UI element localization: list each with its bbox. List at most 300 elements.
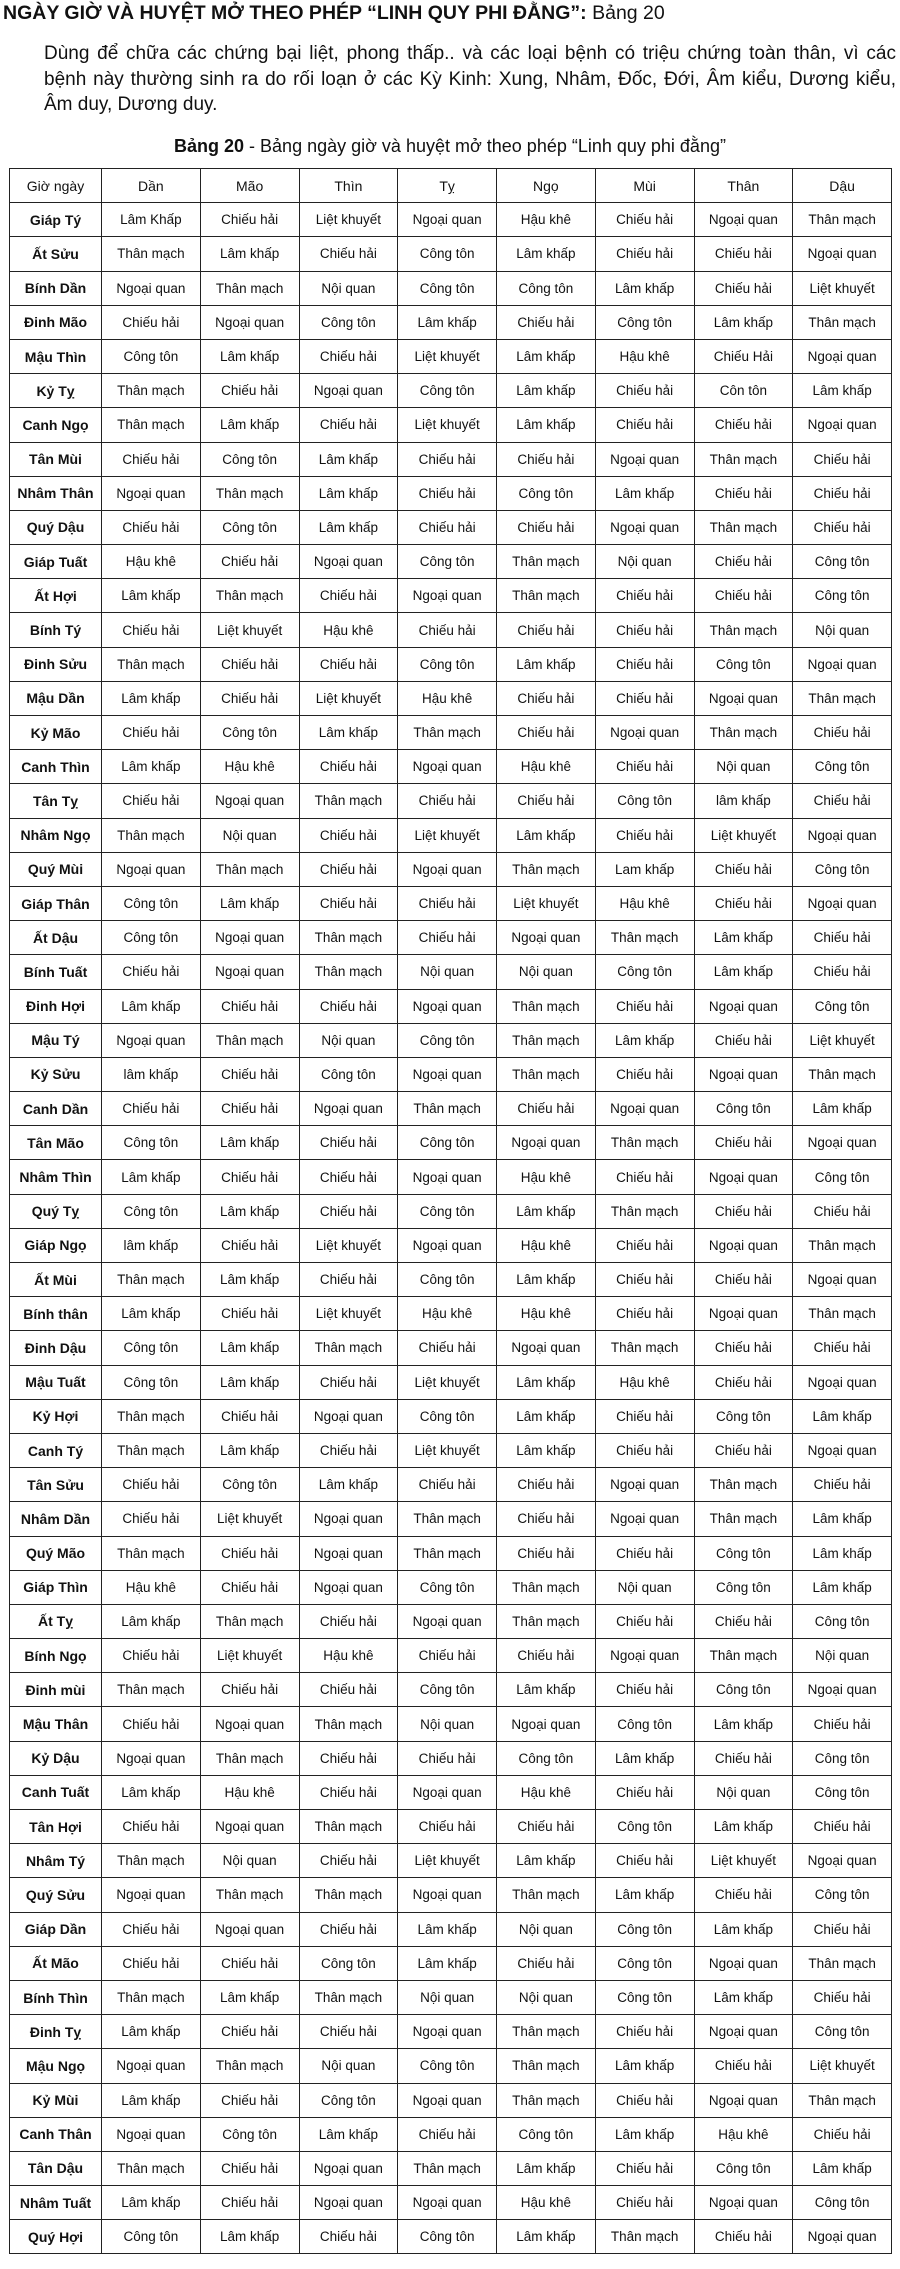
- table-row: [10, 1468, 892, 1502]
- day-label-cell: Canh Thìn: [10, 750, 102, 784]
- table-row: [10, 408, 892, 442]
- acupoint-cell: Lâm khấp: [102, 989, 201, 1023]
- acupoint-cell: Công tôn: [299, 1057, 398, 1091]
- acupoint-cell: Công tôn: [102, 1194, 201, 1228]
- table-header-row: [10, 169, 892, 203]
- acupoint-cell: Chiếu hải: [595, 408, 694, 442]
- day-label-cell: Giáp Tý: [10, 203, 102, 237]
- acupoint-cell: Liệt khuyết: [793, 271, 892, 305]
- acupoint-cell: Chiếu hải: [595, 237, 694, 271]
- acupoint-cell: Chiếu hải: [102, 305, 201, 339]
- acupoint-cell: Chiếu hải: [200, 1228, 299, 1262]
- acupoint-cell: Chiếu hải: [102, 510, 201, 544]
- table-row: [10, 2083, 892, 2117]
- table-row: [10, 1263, 892, 1297]
- acupoint-cell: Thân mạch: [497, 1570, 596, 1604]
- acupoint-cell: Lâm khấp: [398, 1912, 497, 1946]
- acupoint-cell: Hậu khê: [299, 1639, 398, 1673]
- acupoint-cell: Chiếu hải: [793, 955, 892, 989]
- table-row: [10, 852, 892, 886]
- acupoint-cell: Chiếu hải: [398, 613, 497, 647]
- acupoint-cell: Thân mạch: [299, 1810, 398, 1844]
- acupoint-cell: Thân mạch: [694, 1502, 793, 1536]
- column-header: Thân: [694, 169, 793, 203]
- acupoint-cell: Chiếu hải: [299, 1365, 398, 1399]
- acupoint-cell: Ngoại quan: [299, 374, 398, 408]
- acupoint-cell: Lâm khấp: [102, 681, 201, 715]
- column-header: Thìn: [299, 169, 398, 203]
- acupoint-cell: Thân mạch: [102, 818, 201, 852]
- acupoint-cell: Chiếu hải: [595, 1604, 694, 1638]
- acupoint-cell: Chiếu hải: [793, 2117, 892, 2151]
- acupoint-cell: Nội quan: [694, 1775, 793, 1809]
- day-label-cell: Đinh Mão: [10, 305, 102, 339]
- day-label-cell: Mậu Tuất: [10, 1365, 102, 1399]
- acupoint-cell: Hậu khê: [200, 1775, 299, 1809]
- column-header: Giờ ngày: [10, 169, 102, 203]
- acupoint-cell: Lâm khấp: [102, 1775, 201, 1809]
- acupoint-cell: Lâm khấp: [200, 1194, 299, 1228]
- table-caption: [0, 135, 900, 157]
- acupoint-cell: Nội quan: [595, 545, 694, 579]
- table-row: [10, 1057, 892, 1091]
- table-row: [10, 989, 892, 1023]
- acupoint-cell: Chiếu hải: [200, 1399, 299, 1433]
- acupoint-cell: Lâm khấp: [793, 1399, 892, 1433]
- acupoint-cell: Chiếu hải: [299, 1741, 398, 1775]
- acupoint-cell: Công tôn: [694, 1399, 793, 1433]
- acupoint-cell: Ngoại quan: [694, 2186, 793, 2220]
- acupoint-cell: Chiếu hải: [200, 2083, 299, 2117]
- acupoint-cell: Liệt khuyết: [398, 339, 497, 373]
- acupoint-cell: Chiếu hải: [299, 1433, 398, 1467]
- day-label-cell: Đinh Hợi: [10, 989, 102, 1023]
- acupoint-cell: Ngoại quan: [793, 237, 892, 271]
- acupoint-cell: Công tôn: [398, 1126, 497, 1160]
- acupoint-cell: Nội quan: [299, 1023, 398, 1057]
- acupoint-cell: Chiếu hải: [299, 750, 398, 784]
- acupoint-cell: Lâm khấp: [398, 1946, 497, 1980]
- acupoint-cell: Công tôn: [398, 1673, 497, 1707]
- acupoint-cell: Lâm khấp: [102, 2015, 201, 2049]
- acupoint-cell: Ngoại quan: [299, 1399, 398, 1433]
- acupoint-cell: Lâm khấp: [299, 716, 398, 750]
- acupoint-cell: Chiếu hải: [497, 305, 596, 339]
- acupoint-cell: Ngoại quan: [299, 1502, 398, 1536]
- acupoint-cell: Công tôn: [497, 476, 596, 510]
- acupoint-cell: Chiếu hải: [595, 1228, 694, 1262]
- acupoint-cell: Ngoại quan: [102, 2049, 201, 2083]
- acupoint-cell: Hậu khê: [102, 545, 201, 579]
- table-row: [10, 716, 892, 750]
- acupoint-cell: Lâm khấp: [299, 476, 398, 510]
- acupoint-cell: Chiếu hải: [595, 1775, 694, 1809]
- day-label-cell: Kỷ Dậu: [10, 1741, 102, 1775]
- acupoint-cell: Lâm khấp: [497, 1399, 596, 1433]
- table-row: [10, 1878, 892, 1912]
- table-row: [10, 2220, 892, 2254]
- acupoint-cell: Chiếu hải: [595, 1297, 694, 1331]
- acupoint-cell: Thân mạch: [102, 1844, 201, 1878]
- table-row: [10, 476, 892, 510]
- acupoint-cell: Công tôn: [694, 1536, 793, 1570]
- acupoint-cell: Thân mạch: [200, 271, 299, 305]
- acupoint-cell: Công tôn: [595, 305, 694, 339]
- acupoint-cell: Thân mạch: [398, 1502, 497, 1536]
- table-row: [10, 1365, 892, 1399]
- day-label-cell: Kỷ Sửu: [10, 1057, 102, 1091]
- acupoint-cell: Chiếu hải: [398, 476, 497, 510]
- acupoint-cell: Thân mạch: [200, 476, 299, 510]
- acupoint-cell: Công tôn: [793, 989, 892, 1023]
- acupoint-cell: Thân mạch: [694, 1639, 793, 1673]
- acupoint-cell: Lâm khấp: [595, 2049, 694, 2083]
- acupoint-cell: Hậu khê: [497, 1297, 596, 1331]
- acupoint-cell: Chiếu hải: [595, 1673, 694, 1707]
- acupoint-cell: Hậu khê: [398, 1297, 497, 1331]
- acupoint-cell: Hậu khê: [497, 1228, 596, 1262]
- acupoint-cell: Chiếu hải: [595, 750, 694, 784]
- table-row: [10, 647, 892, 681]
- acupoint-cell: Hậu khê: [694, 2117, 793, 2151]
- acupoint-cell: Ngoại quan: [200, 1707, 299, 1741]
- acupoint-cell: Công tôn: [595, 1810, 694, 1844]
- acupoint-cell: Nội quan: [694, 750, 793, 784]
- acupoint-cell: Thân mạch: [102, 1673, 201, 1707]
- acupoint-cell: Chiếu hải: [595, 579, 694, 613]
- acupoint-cell: Lâm khấp: [200, 1331, 299, 1365]
- column-header: Mão: [200, 169, 299, 203]
- acupoint-cell: Chiếu hải: [595, 2151, 694, 2185]
- acupoint-cell: Chiếu hải: [299, 1160, 398, 1194]
- acupoint-cell: Chiếu hải: [102, 955, 201, 989]
- acupoint-cell: Chiếu hải: [694, 1023, 793, 1057]
- acupoint-cell: Thân mạch: [793, 203, 892, 237]
- acupoint-cell: Công tôn: [793, 1604, 892, 1638]
- acupoint-cell: Chiếu hải: [694, 852, 793, 886]
- acupoint-cell: Thân mạch: [694, 716, 793, 750]
- acupoint-cell: Chiếu hải: [595, 1536, 694, 1570]
- acupoint-cell: Thân mạch: [398, 716, 497, 750]
- table-row: [10, 1536, 892, 1570]
- acupoint-cell: Thân mạch: [200, 1604, 299, 1638]
- heading-title: NGÀY GIỜ VÀ HUYỆT MỞ THEO PHÉP “LINH QUY PHI ĐẰNG”:: [3, 2, 587, 24]
- acupoint-cell: Chiếu hải: [299, 2015, 398, 2049]
- acupoint-cell: Công tôn: [694, 2151, 793, 2185]
- acupoint-cell: Chiếu hải: [102, 1092, 201, 1126]
- acupoint-cell: Chiếu hải: [299, 579, 398, 613]
- acupoint-cell: Thân mạch: [793, 1946, 892, 1980]
- acupoint-cell: Chiếu hải: [497, 613, 596, 647]
- acupoint-cell: Thân mạch: [200, 1878, 299, 1912]
- day-label-cell: Quý Dậu: [10, 510, 102, 544]
- table-row: [10, 955, 892, 989]
- acupoint-cell: Lâm khấp: [793, 1570, 892, 1604]
- acupoint-cell: Ngoại quan: [398, 1057, 497, 1091]
- acupoint-cell: Chiếu hải: [793, 1980, 892, 2014]
- acupoint-cell: Thân mạch: [595, 1126, 694, 1160]
- acupoint-cell: lâm khấp: [102, 1228, 201, 1262]
- acupoint-cell: Chiếu hải: [694, 2220, 793, 2254]
- day-label-cell: Canh Dần: [10, 1092, 102, 1126]
- acupoint-cell: Công tôn: [200, 510, 299, 544]
- acupoint-cell: Công tôn: [102, 2220, 201, 2254]
- acupoint-cell: Chiếu hải: [793, 784, 892, 818]
- acupoint-cell: Thân mạch: [497, 852, 596, 886]
- day-label-cell: Tân Mùi: [10, 442, 102, 476]
- acupoint-cell: Chiếu hải: [793, 1468, 892, 1502]
- day-label-cell: Bính thân: [10, 1297, 102, 1331]
- table-row: [10, 1399, 892, 1433]
- table-row: [10, 1194, 892, 1228]
- acupoint-cell: Chiếu hải: [595, 818, 694, 852]
- acupoint-cell: Liệt khuyết: [497, 886, 596, 920]
- acupoint-cell: Nội quan: [595, 1570, 694, 1604]
- acupoint-cell: Công tôn: [694, 1673, 793, 1707]
- acupoint-cell: Ngoại quan: [694, 1297, 793, 1331]
- acupoint-cell: Nội quan: [200, 1844, 299, 1878]
- acupoint-cell: Chiếu hải: [200, 1160, 299, 1194]
- acupoint-cell: Liệt khuyết: [200, 613, 299, 647]
- table-row: [10, 681, 892, 715]
- day-label-cell: Đinh Dậu: [10, 1331, 102, 1365]
- table-row: [10, 545, 892, 579]
- table-row: [10, 1297, 892, 1331]
- acupoint-cell: Thân mạch: [299, 955, 398, 989]
- day-label-cell: Kỷ Mão: [10, 716, 102, 750]
- acupoint-cell: Ngoại quan: [595, 1092, 694, 1126]
- acupoint-cell: Chiếu hải: [793, 1194, 892, 1228]
- acupoint-cell: Thân mạch: [299, 1878, 398, 1912]
- acupoint-cell: Chiếu hải: [102, 1639, 201, 1673]
- acupoint-cell: Công tôn: [793, 1878, 892, 1912]
- acupoint-cell: Côn tôn: [694, 374, 793, 408]
- acupoint-cell: Công tôn: [299, 305, 398, 339]
- acupoint-cell: Thân mạch: [694, 442, 793, 476]
- acupoint-cell: Lâm khấp: [398, 305, 497, 339]
- acupoint-cell: Công tôn: [398, 647, 497, 681]
- acupoint-cell: Nội quan: [497, 955, 596, 989]
- acupoint-cell: Chiếu hải: [694, 579, 793, 613]
- day-label-cell: Bính Tý: [10, 613, 102, 647]
- acupoint-cell: Lâm khấp: [102, 1160, 201, 1194]
- acupoint-cell: Ngoại quan: [398, 852, 497, 886]
- day-label-cell: Giáp Dần: [10, 1912, 102, 1946]
- acupoint-cell: Chiếu hải: [299, 1912, 398, 1946]
- acupoint-cell: Thân mạch: [200, 852, 299, 886]
- table-row: [10, 1502, 892, 1536]
- acupoint-cell: Chiếu hải: [595, 989, 694, 1023]
- acupoint-cell: Lâm khấp: [299, 2117, 398, 2151]
- acupoint-cell: Chiếu hải: [595, 203, 694, 237]
- acupoint-cell: lâm khấp: [694, 784, 793, 818]
- heading-suffix: Bảng 20: [586, 2, 665, 24]
- table-row: [10, 1707, 892, 1741]
- acupoint-cell: Chiếu hải: [595, 1160, 694, 1194]
- acupoint-cell: Hậu khê: [497, 750, 596, 784]
- acupoint-cell: Công tôn: [200, 442, 299, 476]
- acupoint-cell: Chiếu hải: [299, 1263, 398, 1297]
- acupoint-cell: Liệt khuyết: [398, 1844, 497, 1878]
- day-label-cell: Ất Hợi: [10, 579, 102, 613]
- acupoint-cell: Chiếu hải: [102, 1468, 201, 1502]
- acupoint-cell: Ngoại quan: [102, 271, 201, 305]
- acupoint-cell: Lâm khấp: [497, 374, 596, 408]
- acupoint-cell: Chiếu hải: [595, 374, 694, 408]
- acupoint-cell: Ngoại quan: [595, 716, 694, 750]
- acupoint-cell: Lâm khấp: [299, 1468, 398, 1502]
- acupoint-cell: Ngoại quan: [793, 1844, 892, 1878]
- acupoint-cell: Ngoại quan: [299, 2186, 398, 2220]
- acupoint-cell: Lâm khấp: [299, 510, 398, 544]
- acupoint-cell: Nội quan: [793, 1639, 892, 1673]
- acupoint-cell: Lâm khấp: [102, 2083, 201, 2117]
- table-row: [10, 784, 892, 818]
- column-header: Tỵ: [398, 169, 497, 203]
- acupoint-cell: Chiếu hải: [102, 784, 201, 818]
- acupoint-cell: Liệt khuyết: [398, 1433, 497, 1467]
- acupoint-cell: Ngoại quan: [398, 1775, 497, 1809]
- acupoint-cell: Công tôn: [793, 545, 892, 579]
- acupoint-cell: Công tôn: [398, 2220, 497, 2254]
- table-row: [10, 1126, 892, 1160]
- acupoint-cell: Chiếu hải: [694, 1878, 793, 1912]
- acupoint-cell: Liệt khuyết: [694, 818, 793, 852]
- acupoint-cell: Thân mạch: [497, 2083, 596, 2117]
- acupoint-cell: Ngoại quan: [102, 1741, 201, 1775]
- acupoint-cell: Công tôn: [102, 1365, 201, 1399]
- acupoint-cell: Công tôn: [102, 339, 201, 373]
- acupoint-cell: Lâm khấp: [299, 442, 398, 476]
- day-label-cell: Nhâm Tý: [10, 1844, 102, 1878]
- acupoint-cell: Ngoại quan: [793, 1433, 892, 1467]
- acupoint-cell: Liệt khuyết: [200, 1502, 299, 1536]
- acupoint-cell: Chiếu hải: [595, 1844, 694, 1878]
- acupoint-cell: Công tôn: [398, 545, 497, 579]
- acupoint-cell: Chiếu hải: [299, 818, 398, 852]
- table-row: [10, 1092, 892, 1126]
- day-label-cell: Canh Tý: [10, 1433, 102, 1467]
- day-label-cell: Bính Ngọ: [10, 1639, 102, 1673]
- acupoint-cell: Chiếu hải: [497, 1502, 596, 1536]
- table-row: [10, 2015, 892, 2049]
- acupoint-cell: Chiếu hải: [497, 1092, 596, 1126]
- day-label-cell: Mậu Thìn: [10, 339, 102, 373]
- table-row: [10, 1810, 892, 1844]
- acupoint-cell: Lâm khấp: [497, 408, 596, 442]
- acupoint-cell: Ngoại quan: [793, 647, 892, 681]
- acupoint-cell: Nội quan: [398, 1707, 497, 1741]
- acupoint-cell: Nội quan: [398, 955, 497, 989]
- acupoint-cell: Hậu khê: [497, 203, 596, 237]
- acupoint-cell: Chiếu hải: [595, 613, 694, 647]
- acupoint-cell: Liệt khuyết: [793, 2049, 892, 2083]
- acupoint-cell: Ngoại quan: [793, 1365, 892, 1399]
- acupoint-cell: Ngoại quan: [398, 579, 497, 613]
- acupoint-cell: Lâm khấp: [595, 2117, 694, 2151]
- table-row: [10, 1023, 892, 1057]
- acupoint-cell: Chiếu hải: [793, 1331, 892, 1365]
- acupoint-cell: Thân mạch: [200, 1741, 299, 1775]
- acupoint-cell: Chiếu hải: [694, 1263, 793, 1297]
- acupoint-cell: Ngoại quan: [793, 886, 892, 920]
- acupoint-cell: Chiếu hải: [694, 2049, 793, 2083]
- acupoint-cell: Chiếu hải: [694, 1433, 793, 1467]
- acupoint-cell: Chiếu hải: [102, 442, 201, 476]
- acupoint-cell: Công tôn: [102, 1126, 201, 1160]
- acupoint-cell: Công tôn: [102, 921, 201, 955]
- acupoint-cell: Liệt khuyết: [793, 1023, 892, 1057]
- acupoint-cell: Thân mạch: [299, 1707, 398, 1741]
- acupoint-cell: Lâm khấp: [793, 1092, 892, 1126]
- acupoint-cell: Công tôn: [299, 2083, 398, 2117]
- acupoint-cell: Chiếu hải: [102, 1707, 201, 1741]
- acupoint-cell: lâm khấp: [102, 1057, 201, 1091]
- acupoint-cell: Chiếu hải: [694, 1331, 793, 1365]
- acupoint-cell: Ngoại quan: [793, 2220, 892, 2254]
- acupoint-cell: Chiếu hải: [694, 476, 793, 510]
- acupoint-cell: Hậu khê: [595, 1365, 694, 1399]
- acupoint-cell: Thân mạch: [200, 2049, 299, 2083]
- acupoint-cell: Chiếu hải: [793, 716, 892, 750]
- acupoint-cell: Chiếu hải: [595, 647, 694, 681]
- acupoint-cell: Thân mạch: [497, 1604, 596, 1638]
- acupoint-cell: Lâm khấp: [497, 1673, 596, 1707]
- acupoint-cell: Chiếu hải: [102, 1912, 201, 1946]
- acupoint-cell: Lâm khấp: [102, 1604, 201, 1638]
- acupoint-cell: Liệt khuyết: [398, 408, 497, 442]
- acupoint-cell: Chiếu hải: [200, 647, 299, 681]
- acupoint-cell: Liệt khuyết: [398, 818, 497, 852]
- acupoint-cell: Ngoại quan: [694, 681, 793, 715]
- acupoint-cell: Ngoại quan: [595, 1639, 694, 1673]
- table-row: [10, 2186, 892, 2220]
- day-label-cell: Quý Tỵ: [10, 1194, 102, 1228]
- acupoint-cell: Nội quan: [497, 1980, 596, 2014]
- acupoint-cell: Ngoại quan: [102, 476, 201, 510]
- acupoint-cell: Chiếu hải: [694, 408, 793, 442]
- acupoint-cell: Chiếu hải: [398, 442, 497, 476]
- acupoint-cell: Chiếu hải: [595, 2015, 694, 2049]
- acupoint-cell: Thân mạch: [694, 613, 793, 647]
- acupoint-cell: Lâm khấp: [595, 271, 694, 305]
- acupoint-cell: Lâm khấp: [497, 1365, 596, 1399]
- day-label-cell: Mậu Ngọ: [10, 2049, 102, 2083]
- acupoint-cell: Liệt khuyết: [299, 1228, 398, 1262]
- acupoint-cell: Lâm Khấp: [102, 203, 201, 237]
- acupoint-cell: Chiếu hải: [299, 1126, 398, 1160]
- acupoint-cell: Chiếu hải: [497, 1810, 596, 1844]
- day-label-cell: Quý Mùi: [10, 852, 102, 886]
- acupoint-cell: Công tôn: [398, 1023, 497, 1057]
- acupoint-cell: Ngoại quan: [200, 1912, 299, 1946]
- acupoint-cell: Chiếu hải: [694, 1604, 793, 1638]
- acupoint-cell: Chiếu hải: [793, 1810, 892, 1844]
- acupoint-cell: Chiếu hải: [398, 1639, 497, 1673]
- acupoint-cell: Ngoại quan: [793, 1263, 892, 1297]
- acupoint-cell: Lâm khấp: [694, 955, 793, 989]
- acupoint-cell: Chiếu hải: [694, 1194, 793, 1228]
- acupoint-cell: Ngoại quan: [595, 510, 694, 544]
- acupoint-cell: Chiếu hải: [102, 716, 201, 750]
- acupoint-cell: Lâm khấp: [200, 1980, 299, 2014]
- acupoint-cell: Ngoại quan: [398, 2186, 497, 2220]
- acupoint-cell: Công tôn: [595, 955, 694, 989]
- acupoint-cell: Lâm khấp: [694, 921, 793, 955]
- acupoint-cell: Chiếu hải: [102, 1502, 201, 1536]
- acupoint-cell: Công tôn: [793, 1160, 892, 1194]
- acupoint-cell: Chiếu hải: [299, 1775, 398, 1809]
